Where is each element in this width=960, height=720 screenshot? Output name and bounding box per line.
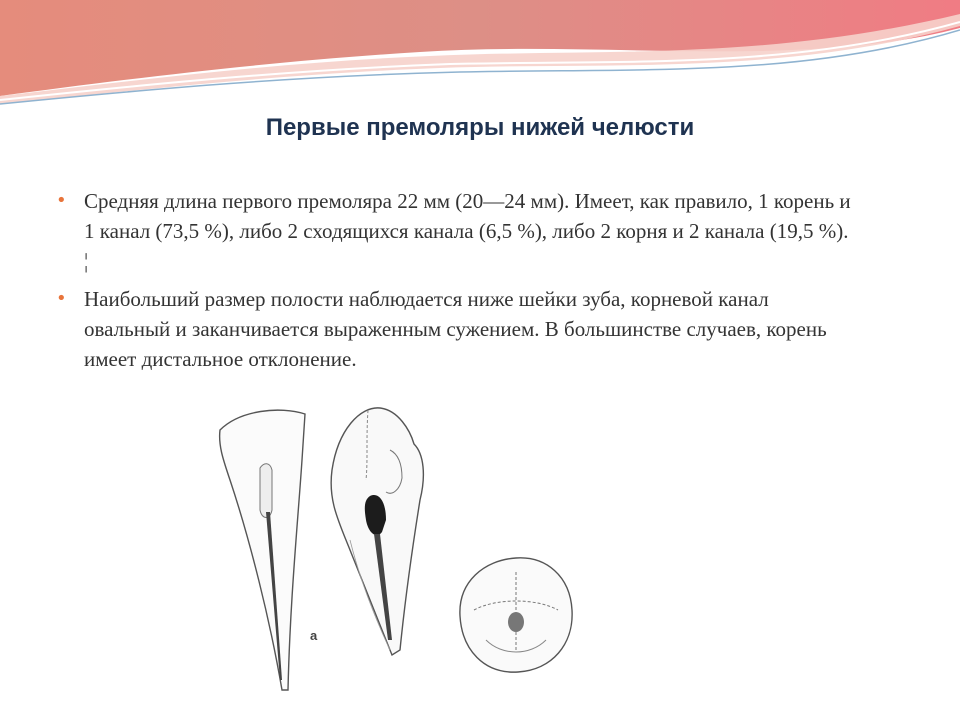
tooth-cross-section-drawing	[320, 400, 430, 695]
bullet-list	[56, 186, 856, 382]
slide-title: Первые премоляры нижей челюсти	[265, 114, 695, 141]
premolar-illustration	[210, 400, 590, 700]
bullet-text: Средняя длина первого премоляра 22 мм (20—24 мм). Имеет, как правило, 1 корень и 1 канал (73,5 %), либо 2 сходящихся канала (6,5 %), либо 2 корня и 2 канала (19,5 %). ¦	[84, 189, 851, 273]
bullet-item	[56, 186, 856, 276]
bullet-marker: •	[56, 190, 67, 211]
bullet-item	[56, 284, 856, 374]
tooth-occlusal-drawing	[456, 552, 576, 677]
bullet-marker: •	[56, 288, 67, 309]
tooth-longitudinal-drawing	[210, 400, 310, 695]
header-wave-decoration	[0, 0, 960, 110]
figure-label: a	[310, 628, 318, 643]
bullet-text: Наибольший размер полости наблюдается ниже шейки зуба, корневой канал овальный и заканчивается выраженным сужением. В большинстве случаев, корень имеет дистальное отклонение.	[84, 287, 827, 371]
